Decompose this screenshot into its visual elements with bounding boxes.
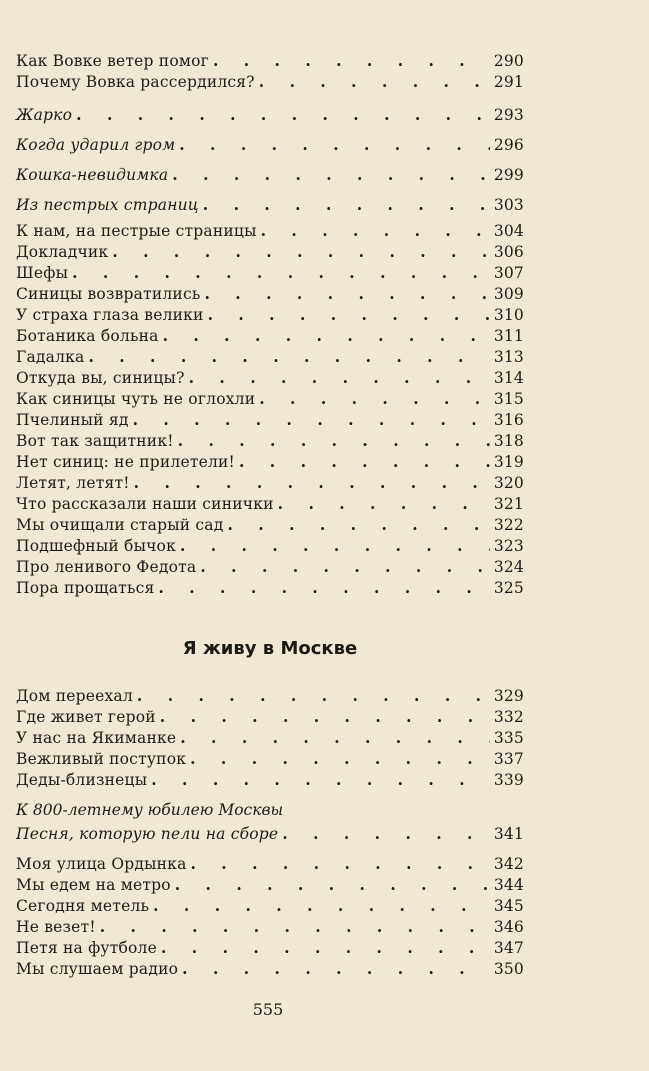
dot-leader bbox=[208, 304, 490, 325]
dot-leader bbox=[161, 937, 490, 958]
toc-entry-page: 329 bbox=[493, 687, 524, 705]
toc-entry-page: 290 bbox=[493, 52, 524, 70]
toc-entry bbox=[16, 367, 524, 388]
toc-entry bbox=[16, 190, 524, 220]
toc-entry-title: Пчелиный яд bbox=[16, 411, 129, 429]
toc-entry-page: 303 bbox=[493, 196, 524, 214]
dot-leader bbox=[153, 895, 490, 916]
toc-entry bbox=[16, 241, 524, 262]
toc-entry-page: 346 bbox=[493, 918, 524, 936]
dot-leader bbox=[72, 262, 490, 283]
dot-leader bbox=[100, 916, 490, 937]
toc-entry bbox=[16, 100, 524, 130]
toc-entry-title: К нам, на пестрые страницы bbox=[16, 222, 257, 240]
toc-entry-title: Не везет! bbox=[16, 918, 96, 936]
toc-group-4 bbox=[16, 853, 524, 979]
toc-entry-page: 296 bbox=[493, 136, 524, 154]
toc-entry-page: 342 bbox=[493, 855, 524, 873]
toc-entry-title: Синицы возвратились bbox=[16, 285, 201, 303]
dot-leader bbox=[180, 535, 490, 556]
toc-entry-page: 322 bbox=[493, 516, 524, 534]
dot-leader bbox=[189, 367, 490, 388]
toc-entry-page: 335 bbox=[493, 729, 524, 747]
toc-entry bbox=[16, 304, 524, 325]
toc-entry bbox=[16, 493, 524, 514]
dot-leader bbox=[213, 50, 490, 71]
toc-entry-page: 319 bbox=[493, 453, 524, 471]
toc-entry bbox=[16, 325, 524, 346]
toc-entry bbox=[16, 472, 524, 493]
toc-entry bbox=[16, 937, 524, 958]
toc-entry-title: Жарко bbox=[16, 106, 73, 124]
dot-leader bbox=[261, 220, 490, 241]
toc-entry-page: 323 bbox=[493, 537, 524, 555]
toc-entry-title: Докладчик bbox=[16, 243, 109, 261]
toc-entry-title: Вот так защитник! bbox=[16, 432, 174, 450]
toc-entry bbox=[16, 916, 524, 937]
dot-leader bbox=[163, 325, 490, 346]
toc-entry-title: Песня, которую пели на сборе bbox=[16, 825, 279, 843]
toc-italic-group bbox=[16, 100, 524, 220]
toc-entry-page: 293 bbox=[493, 106, 524, 124]
toc-entry-title: Ботаника больна bbox=[16, 327, 159, 345]
toc-entry bbox=[16, 748, 524, 769]
dot-leader bbox=[133, 409, 490, 430]
toc-entry bbox=[16, 958, 524, 979]
toc-entry bbox=[16, 769, 524, 790]
toc-entry-page: 347 bbox=[493, 939, 524, 957]
toc-entry-title: Почему Вовка рассердился? bbox=[16, 73, 255, 91]
toc-entry-page: 311 bbox=[493, 327, 524, 345]
toc-entry-page: 314 bbox=[493, 369, 524, 387]
toc-entry bbox=[16, 430, 524, 451]
toc-entry bbox=[16, 895, 524, 916]
table-of-contents bbox=[16, 50, 524, 979]
toc-entry bbox=[16, 727, 524, 748]
toc-entry bbox=[16, 535, 524, 556]
toc-entry bbox=[16, 577, 524, 598]
toc-entry bbox=[16, 130, 524, 160]
toc-entry-title: У страха глаза велики bbox=[16, 306, 204, 324]
toc-entry bbox=[16, 706, 524, 727]
toc-entry bbox=[16, 388, 524, 409]
toc-group-2 bbox=[16, 220, 524, 598]
dot-leader bbox=[278, 493, 490, 514]
toc-entry-page: 291 bbox=[493, 73, 524, 91]
dot-leader bbox=[76, 100, 490, 130]
toc-entry-page: 315 bbox=[493, 390, 524, 408]
toc-entry bbox=[16, 685, 524, 706]
toc-entry bbox=[16, 409, 524, 430]
toc-entry-page: 324 bbox=[493, 558, 524, 576]
subsection-heading: К 800-летнему юбилею Москвы bbox=[16, 801, 284, 819]
toc-entry-page: 344 bbox=[493, 876, 524, 894]
toc-entry-title: Сегодня метель bbox=[16, 897, 150, 915]
dot-leader bbox=[182, 958, 490, 979]
toc-entry bbox=[16, 874, 524, 895]
dot-leader bbox=[112, 241, 489, 262]
toc-entry-title: Моя улица Ордынка bbox=[16, 855, 187, 873]
toc-entry-page: 345 bbox=[493, 897, 524, 915]
toc-entry-page: 321 bbox=[493, 495, 524, 513]
toc-entry-page: 325 bbox=[493, 579, 524, 597]
toc-entry bbox=[16, 853, 524, 874]
toc-entry bbox=[16, 262, 524, 283]
toc-entry bbox=[16, 283, 524, 304]
toc-entry-page: 318 bbox=[493, 432, 524, 450]
toc-entry-page: 332 bbox=[493, 708, 524, 726]
dot-leader bbox=[282, 821, 490, 847]
toc-entry bbox=[16, 160, 524, 190]
toc-entry-title: У нас на Якиманке bbox=[16, 729, 177, 747]
toc-entry-page: 350 bbox=[493, 960, 524, 978]
toc-entry-page: 307 bbox=[493, 264, 524, 282]
toc-entry-page: 310 bbox=[493, 306, 524, 324]
toc-entry-title: Где живет герой bbox=[16, 708, 156, 726]
toc-entry bbox=[16, 71, 524, 92]
dot-leader bbox=[179, 130, 490, 160]
dot-leader bbox=[158, 577, 489, 598]
dot-leader bbox=[160, 706, 490, 727]
dot-leader bbox=[190, 748, 490, 769]
dot-leader bbox=[200, 556, 489, 577]
section-heading: Я живу в Москве bbox=[182, 638, 358, 659]
toc-entry-page: 304 bbox=[493, 222, 524, 240]
dot-leader bbox=[205, 283, 490, 304]
toc-entry-title: Летят, летят! bbox=[16, 474, 130, 492]
dot-leader bbox=[137, 685, 490, 706]
toc-entry-title: Когда ударил гром bbox=[16, 136, 176, 154]
dot-leader bbox=[88, 346, 489, 367]
toc-entry-title: Как Вовке ветер помог bbox=[16, 52, 209, 70]
dot-leader bbox=[191, 853, 490, 874]
toc-entry-title: Как синицы чуть не оглохли bbox=[16, 390, 256, 408]
toc-entry-title: Откуда вы, синицы? bbox=[16, 369, 185, 387]
toc-group-3 bbox=[16, 685, 524, 790]
toc-entry-page: 306 bbox=[493, 243, 524, 261]
dot-leader bbox=[151, 769, 490, 790]
toc-entry-page: 339 bbox=[493, 771, 524, 789]
toc-entry-title: Подшефный бычок bbox=[16, 537, 176, 555]
toc-entry-title: Дом переехал bbox=[16, 687, 133, 705]
dot-leader bbox=[203, 190, 490, 220]
dot-leader bbox=[180, 727, 490, 748]
toc-entry-page: 320 bbox=[493, 474, 524, 492]
dot-leader bbox=[259, 71, 490, 92]
dot-leader bbox=[172, 160, 490, 190]
toc-entry-title: Деды-близнецы bbox=[16, 771, 148, 789]
toc-entry bbox=[16, 346, 524, 367]
toc-entry-page: 316 bbox=[493, 411, 524, 429]
toc-entry-title: Кошка-невидимка bbox=[16, 166, 169, 184]
toc-entry-title: Шефы bbox=[16, 264, 69, 282]
dot-leader bbox=[239, 451, 490, 472]
toc-entry-song bbox=[16, 821, 524, 847]
toc-entry-page: 299 bbox=[493, 166, 524, 184]
toc-entry-title: Петя на футболе bbox=[16, 939, 157, 957]
toc-entry-title: Гадалка bbox=[16, 348, 85, 366]
toc-entry-page: 337 bbox=[493, 750, 524, 768]
toc-entry bbox=[16, 50, 524, 71]
toc-entry-page: 309 bbox=[493, 285, 524, 303]
toc-entry bbox=[16, 220, 524, 241]
toc-entry-title: Мы слушаем радио bbox=[16, 960, 179, 978]
toc-entry-title: Нет синиц: не прилетели! bbox=[16, 453, 235, 471]
toc-entry-title: Пора прощаться bbox=[16, 579, 155, 597]
toc-entry bbox=[16, 451, 524, 472]
toc-entry-page: 341 bbox=[493, 825, 524, 843]
toc-entry-title: Из пестрых страниц bbox=[16, 196, 199, 214]
dot-leader bbox=[227, 514, 489, 535]
dot-leader bbox=[134, 472, 490, 493]
dot-leader bbox=[259, 388, 490, 409]
toc-entry-title: Что рассказали наши синички bbox=[16, 495, 274, 513]
toc-entry-page: 313 bbox=[493, 348, 524, 366]
toc-group-1 bbox=[16, 50, 524, 92]
page-number: 555 bbox=[252, 1000, 284, 1019]
dot-leader bbox=[178, 430, 490, 451]
toc-entry bbox=[16, 514, 524, 535]
toc-entry-title: Вежливый поступок bbox=[16, 750, 187, 768]
toc-entry-title: Про ленивого Федота bbox=[16, 558, 197, 576]
dot-leader bbox=[175, 874, 490, 895]
toc-entry-title: Мы очищали старый сад bbox=[16, 516, 224, 534]
toc-entry bbox=[16, 556, 524, 577]
toc-entry-title: Мы едем на метро bbox=[16, 876, 171, 894]
